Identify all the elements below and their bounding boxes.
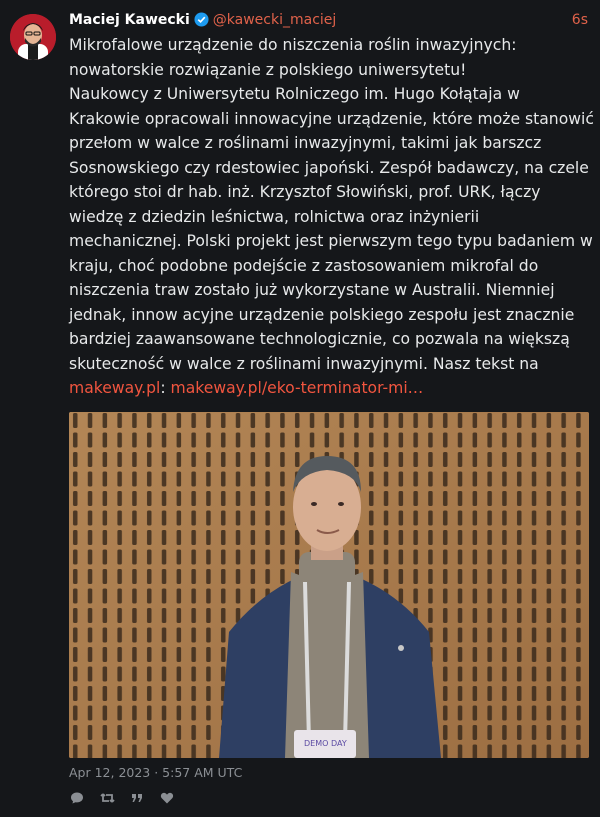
link-makeway[interactable]: makeway.pl xyxy=(69,379,161,397)
post-header xyxy=(69,10,588,30)
retweet-icon[interactable] xyxy=(99,790,115,806)
badge-text: DEMO DAY xyxy=(304,739,347,748)
display-name[interactable]: Maciej Kawecki xyxy=(69,12,190,28)
username-handle[interactable]: @kawecki_maciej xyxy=(212,12,337,28)
relative-time[interactable]: 6s xyxy=(571,12,588,28)
post-timestamp[interactable]: Apr 12, 2023 · 5:57 AM UTC xyxy=(69,765,243,780)
link-article[interactable]: makeway.pl/eko-terminator-mi… xyxy=(170,379,424,397)
post-content xyxy=(69,33,594,401)
quote-icon[interactable] xyxy=(129,790,145,806)
like-icon[interactable] xyxy=(159,790,175,806)
reply-icon[interactable] xyxy=(69,790,85,806)
avatar-image xyxy=(10,14,56,60)
photo-image xyxy=(69,412,589,758)
verified-badge-icon xyxy=(194,12,209,33)
avatar[interactable] xyxy=(10,14,56,60)
link-separator: : xyxy=(160,379,171,397)
post-actions xyxy=(69,790,175,806)
attached-photo[interactable] xyxy=(69,412,589,758)
post-text: Mikrofalowe urządzenie do niszczenia roślin inwazyjnych: nowatorskie rozwiązanie z polskiego uniwersytetu! Naukowcy z Uniwersytetu Rolniczego im. Hugo Kołątaja w Krakowie opracowali innowacyjne urządzenie, które może stanowić przełom w walce z roślinami inwazyjnymi, takimi jak barszcz Sosnowskiego czy rdestowiec japoński. Zespół badawczy, na czele którego stoi dr hab. inż. Krzysztof Słowiński, prof. URK, łączy wiedzę z dziedzin leśnictwa, rolnictwa oraz inżynierii mechanicznej. Polski projekt jest pierwszym tego typu badaniem w kraju, choć podobne podejście z zastosowaniem mikrofal do niszczenia traw zostało już wykorzystane w Australii. Niemniej jednak, innow acyjne urządzenie polskiego zespołu jest znacznie bardziej zaawansowane technologicznie, co pozwala na większą skuteczność w walce z roślinami inwazyjnymi. Nasz tekst na xyxy=(69,36,594,373)
